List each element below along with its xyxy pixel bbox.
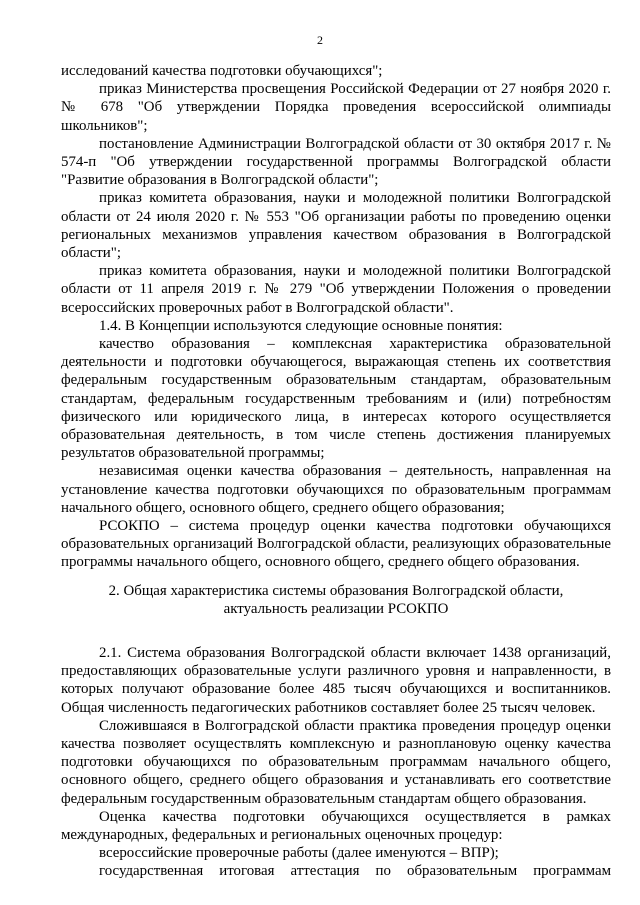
body-text-top [61, 62, 611, 572]
paragraph: Оценка качества подготовки обучающихся осуществляется в рамках международных, федеральных и региональных оценочных процедур: [61, 808, 611, 844]
body-text-bottom [61, 644, 611, 881]
list-item: всероссийские проверочные работы (далее именуются – ВПР); [99, 845, 499, 862]
page-number: 2 [317, 33, 323, 47]
paragraph: исследований качества подготовки обучающихся"; [61, 63, 383, 79]
definition-paragraph: РСОКПО – система процедур оценки качества подготовки обучающихся образовательных организаций Волгоградской области, реализующих образовательные программы начального общего, основного общего, среднего общего образования. [61, 518, 611, 571]
definition-paragraph: независимая оценки качества образования – деятельность, направленная на установление качества подготовки обучающихся по образовательным программам начального общего, основного общего, среднего общего образования; [61, 463, 611, 516]
paragraph: приказ комитета образования, науки и молодежной политики Волгоградской области от 24 июля 2020 г. № 553 "Об организации работы по проведению оценки региональных механизмов управления качеством образования в Волгоградской области"; [61, 190, 611, 262]
section-heading-line-2: актуальность реализации РСОКПО [223, 601, 449, 617]
paragraph: 2.1. Система образования Волгоградской области включает 1438 организаций, предоставляющих образовательные услуги различного уровня и направленности, в которых получают образование более 485 тысяч обучающихся и воспитанников. Общая численность педагогических работников составляет более 25 тысяч человек. [61, 645, 611, 716]
section-heading-line-1: 2. Общая характеристика системы образования Волгоградской области, [108, 583, 564, 599]
paragraph: 1.4. В Концепции используются следующие основные понятия: [99, 317, 503, 334]
paragraph: приказ комитета образования, науки и молодежной политики Волгоградской области от 11 апреля 2019 г. № 279 "Об утверждении Положения о проведении всероссийских проверочных работ в Волгоградской области". [61, 263, 611, 316]
paragraph: Сложившаяся в Волгоградской области практика проведения процедур оценки качества позволяет осуществлять комплексную и разноплановую оценку качества подготовки обучающихся по образовательным программам начального общего, основного общего, среднего общего образования и устанавливать его соответствие федеральным государственным образовательным стандартам общего образования. [61, 717, 611, 807]
paragraph: постановление Администрации Волгоградской области от 30 октября 2017 г. № 574-п "Об утверждении государственной программы Волгоградской области "Развитие образования в Волгоградской области"; [61, 135, 611, 189]
list-item: государственная итоговая аттестация по образовательным программам [99, 863, 611, 880]
definition-paragraph: качество образования – комплексная характеристика образовательной деятельности и подготовки обучающегося, выражающая степень их соответствия федеральным государственным образовательным стандартам, образовательным стандартам, федеральным государственным требованиям и (или) потребностям физического или юридического лица, в интересах которого осуществляется образовательная деятельность, в том числе степень достижения планируемых результатов образовательной программы; [61, 336, 611, 462]
paragraph: приказ Министерства просвещения Российской Федерации от 27 ноября 2020 г. № 678 "Об утверждении Порядка проведения всероссийской олимпиады школьников"; [61, 81, 611, 134]
